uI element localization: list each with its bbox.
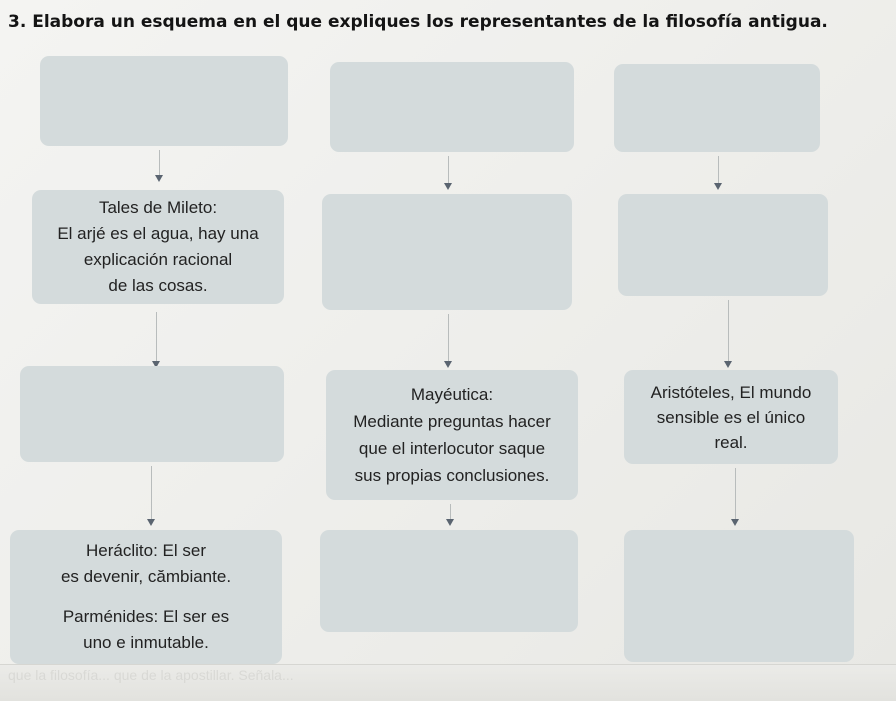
aristotle-line-3: real.: [714, 432, 748, 452]
scheme-box-col3-row2[interactable]: [618, 194, 828, 296]
maieutics-line-1: Mayéutica:: [410, 385, 494, 404]
arrow-down-icon: [444, 156, 454, 190]
scheme-box-col3-row1[interactable]: [614, 64, 820, 152]
thales-line-1: Tales de Mileto:: [98, 198, 218, 217]
maieutics-line-2: Mediante preguntas hacer: [353, 412, 551, 431]
maieutics-line-4: sus propias conclusiones.: [354, 466, 550, 485]
scheme-box-col2-row4[interactable]: [320, 530, 578, 632]
arrow-down-icon: [724, 300, 734, 368]
parmenides-line-2: uno e inmutable.: [83, 633, 209, 652]
scheme-box-col1-row3[interactable]: [20, 366, 284, 462]
scheme-box-aristotle[interactable]: [624, 370, 838, 464]
scheme-box-col2-row1[interactable]: [330, 62, 574, 152]
thales-line-2: El arjé es el agua, hay una: [57, 224, 259, 243]
arrow-down-icon: [714, 156, 724, 190]
parmenides-line-1: Parménides: El ser es: [62, 607, 230, 626]
scheme-box-thales[interactable]: [32, 190, 284, 304]
scheme-box-col3-row4[interactable]: [624, 530, 854, 662]
arrow-down-icon: [731, 468, 741, 526]
faded-footer-text: que la filosofía... que de la apostillar. Señala...: [8, 667, 294, 683]
heraclitus-line-2: es devenir, cămbiante.: [60, 567, 232, 586]
scheme-box-col2-row2[interactable]: [322, 194, 572, 310]
aristotle-line-2: sensible es el único: [656, 407, 806, 427]
thales-line-4: de las cosas.: [108, 276, 208, 295]
thales-line-3: explicación racional: [83, 250, 233, 269]
arrow-down-icon: [446, 504, 456, 526]
arrow-down-icon: [152, 312, 162, 368]
heraclitus-line-1: Heráclito: El ser: [86, 541, 206, 560]
scheme-box-col1-row1[interactable]: [40, 56, 288, 146]
page-bottom-strip: [0, 664, 896, 701]
aristotle-line-1: Aristóteles, El mundo: [650, 382, 812, 402]
arrow-down-icon: [155, 150, 165, 182]
scheme-box-heraclitus-parmenides[interactable]: [10, 530, 282, 664]
exercise-title: 3. Elabora un esquema en el que expliques los representantes de la filosofía antigua.: [8, 12, 828, 32]
arrow-down-icon: [147, 466, 157, 526]
maieutics-line-3: que el interlocutor saque: [358, 439, 546, 458]
arrow-down-icon: [444, 314, 454, 368]
scheme-box-maieutics[interactable]: [326, 370, 578, 500]
